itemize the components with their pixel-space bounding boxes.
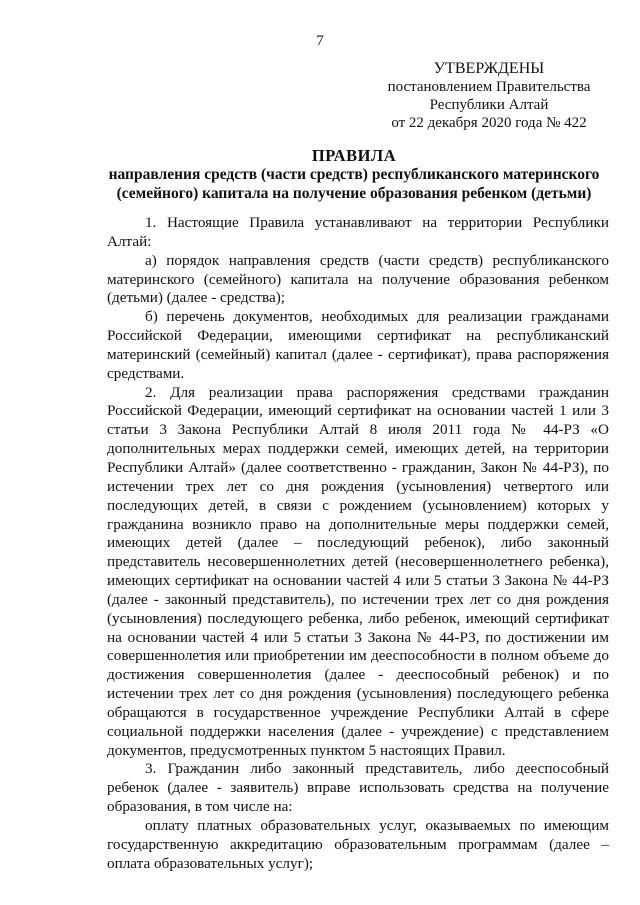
- paragraph-1: 1. Настоящие Правила устанавливают на территории Республики Алтай:: [107, 214, 609, 250]
- approval-heading: УТВЕРЖДЕНЫ: [433, 60, 545, 77]
- paragraph-1b: б) перечень документов, необходимых для реализации гражданами Российской Федерации, имеющими сертификат на республиканский материнский (семейный) капитал (далее - сертификат), права распоряжения средствами.: [107, 308, 609, 382]
- approval-line-3: от 22 декабря 2020 года № 422: [391, 115, 587, 131]
- title-main: ПРАВИЛА: [311, 146, 397, 165]
- page-number: 7: [316, 33, 324, 49]
- approval-line-1: постановлением Правительства: [387, 79, 591, 95]
- approval-block: [384, 60, 594, 132]
- title-subtitle: направления средств (части средств) республиканского материнского (семейного) капитала на получение образования ребенком (детьми): [108, 166, 600, 202]
- paragraph-3-item: оплату платных образовательных услуг, оказываемых по имеющим государственную аккредитацию образовательным программам (далее – оплата образовательных услуг);: [107, 817, 609, 872]
- paragraph-1a: а) порядок направления средств (части средств) республиканского материнского (семейного) капитала на получение образования ребенком (детьми) (далее - средства);: [107, 251, 609, 307]
- paragraph-3: 3. Гражданин либо законный представитель, либо дееспособный ребенок (далее - заявитель) вправе использовать средства на получение образования, в том числе на:: [107, 760, 609, 816]
- paragraph-2: 2. Для реализации права распоряжения средствами гражданин Российской Федерации, имеющий сертификат на основании частей 1 или 3 статьи 3 Закона Республики Алтай 8 июля 2011 года № 44-РЗ «О дополнительных мерах поддержки семей, имеющих детей, на территории Республики Алтай» (далее соответственно - гражданин, Закон № 44-РЗ), по истечении трех лет со дня рождения (усыновления) четвертого или последующих детей, в связи с рождением (усыновлением) которых у гражданина возникло право на дополнительные меры поддержки семей, имеющих детей (далее – последующий ребенок), либо законный представитель несовершеннолетних детей (несовершеннолетнего ребенка), имеющих сертификат на основании частей 4 или 5 статьи 3 Закона № 44-РЗ (далее - законный представитель), по истечении трех лет со дня рождения (усыновления) последующего ребенка, либо ребенок, имеющий сертификат на основании частей 4 или 5 статьи 3 Закона № 44-РЗ, по достижении им совершеннолетия или приобретении им дееспособности в полном объеме до достижения совершеннолетия (далее - дееспособный ребенок) и по истечении трех лет со дня рождения (усыновления) последующего ребенка обращаются в государственное учреждение Республики Алтай в сфере социальной поддержки населения (далее - учреждение) с представлением документов, предусмотренных пунктом 5 настоящих Правил.: [107, 383, 609, 759]
- document-body: [107, 214, 609, 874]
- approval-line-2: Республики Алтай: [429, 97, 549, 113]
- document-title: [100, 146, 608, 203]
